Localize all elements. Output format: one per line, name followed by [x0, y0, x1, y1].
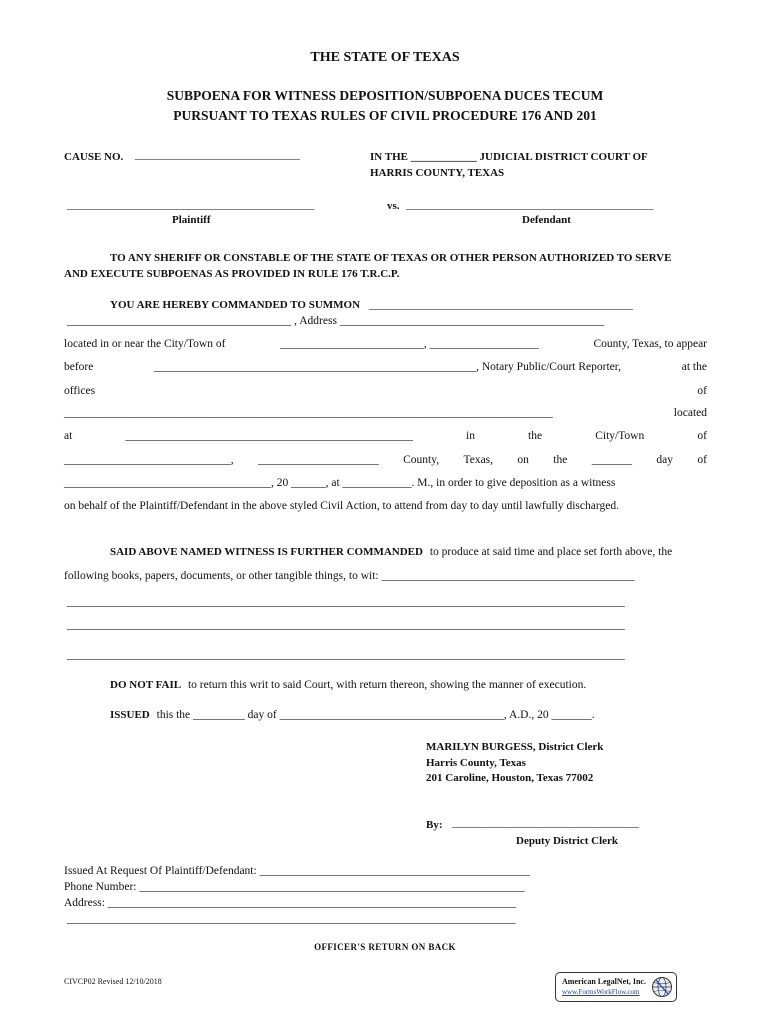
cause-number-field[interactable]: ______________________________ [135, 149, 300, 161]
offices-of: of [697, 385, 707, 397]
witness-name-field[interactable]: ________________________________________________ [368, 299, 633, 311]
offices-field[interactable]: _____________________________________________________________________________________ [64, 407, 553, 419]
duces-lead: SAID ABOVE NAMED WITNESS IS FURTHER COMMANDED [110, 546, 423, 558]
county-text: County, [403, 454, 440, 466]
officer-address-line-1: TO ANY SHERIFF OR CONSTABLE OF THE STATE OF TEXAS OR OTHER PERSON AUTHORIZED TO SERVE [110, 252, 672, 264]
form-id: CIVCP02 Revised 12/10/2018 [64, 977, 162, 986]
globe-icon [651, 976, 673, 998]
city-line [64, 338, 707, 350]
summon-line [110, 299, 633, 311]
do-not-fail-rest: to return this writ to said Court, with return thereon, showing the manner of execution. [187, 679, 587, 691]
documents-blank-3[interactable]: _________________________________________________________________________________________________ [67, 649, 625, 661]
defendant-label: Defendant [522, 214, 571, 226]
documents-field[interactable]: following books, papers, documents, or other tangible things, to wit: ____________________________________________ [64, 570, 635, 582]
on-text: on [517, 454, 529, 466]
duces-line [110, 546, 672, 558]
the-text-2: the [553, 454, 568, 466]
texas-text: Texas, [463, 454, 494, 466]
location-field[interactable]: __________________________________________________ [125, 430, 413, 442]
requester-field[interactable]: Issued At Request Of Plaintiff/Defendant: _______________________________________________ [64, 865, 530, 877]
county-date-line [64, 454, 707, 466]
city-town-text: City/Town [595, 430, 645, 442]
notary-field[interactable]: ________________________________________________________, Notary Public/Court Reporter, [154, 361, 621, 373]
offices-lead: offices [64, 385, 96, 397]
plaintiff-field[interactable]: _____________________________________________ [67, 199, 315, 211]
before-line [64, 361, 707, 373]
deputy-signature-field[interactable]: __________________________________ [452, 817, 639, 829]
documents-blank-1[interactable]: _________________________________________________________________________________________________ [67, 596, 625, 608]
request-address-field-2[interactable]: ______________________________________________________________________________ [67, 913, 516, 925]
clerk-name: MARILYN BURGESS, District Clerk [426, 741, 604, 753]
documents-blank-2[interactable]: _________________________________________________________________________________________________ [67, 619, 625, 631]
plaintiff-label: Plaintiff [172, 214, 211, 226]
versus-label: vs. [387, 200, 400, 212]
clerk-address: 201 Caroline, Houston, Texas 77002 [426, 772, 594, 784]
logo-url-link[interactable]: www.FormsWorkFlow.com [562, 988, 640, 996]
behalf-text: on behalf of the Plaintiff/Defendant in the above styled Civil Action, to attend from day to day until lawfully discharged. [64, 500, 619, 512]
court-line-1[interactable]: IN THE ____________ JUDICIAL DISTRICT COURT OF [370, 151, 648, 163]
located-line [64, 407, 707, 419]
logo-company-name: American LegalNet, Inc. [562, 977, 646, 986]
issued-lead: ISSUED [110, 709, 150, 721]
of-text-2: of [697, 454, 707, 466]
issued-date-field[interactable]: this the _________ day of _______________________________________, A.D., 20 _______. [156, 709, 595, 721]
title-line-2: PURSUANT TO TEXAS RULES OF CIVIL PROCEDURE 176 AND 201 [173, 108, 597, 123]
city-county-field[interactable]: _________________________, ___________________ [280, 338, 539, 350]
clerk-county: Harris County, Texas [426, 757, 526, 769]
appear-text: County, Texas, to appear [593, 338, 707, 350]
defendant-field[interactable]: _____________________________________________ [406, 199, 654, 211]
duces-rest: to produce at said time and place set forth above, the [429, 546, 673, 558]
american-legalnet-logo [555, 972, 677, 1002]
officer-address-line-2: AND EXECUTE SUBPOENAS AS PROVIDED IN RULE 176 T.R.C.P. [64, 268, 400, 280]
of-text: of [697, 430, 707, 442]
month-time-field[interactable]: ____________________________________, 20 ______, at ____________. M., in order to give deposition as a witness [64, 477, 616, 489]
at-text: at [64, 430, 73, 442]
city-lead: located in or near the City/Town of [64, 338, 226, 350]
witness-address-field[interactable]: _______________________________________ , Address ______________________________________________ [67, 315, 605, 327]
deputy-label: Deputy District Clerk [516, 835, 619, 847]
court-line-2: HARRIS COUNTY, TEXAS [370, 167, 505, 179]
request-address-field[interactable]: Address: _______________________________________________________________________ [64, 897, 517, 909]
phone-field[interactable]: Phone Number: ___________________________________________________________________ [64, 881, 525, 893]
by-label: By: [426, 819, 443, 831]
offices-line [64, 385, 707, 397]
the-text: the [528, 430, 543, 442]
do-not-fail-lead: DO NOT FAIL [110, 679, 182, 691]
do-not-fail-line [110, 679, 586, 691]
day-field[interactable]: _______ [591, 454, 632, 466]
officers-return-note: OFFICER'S RETURN ON BACK [314, 942, 456, 952]
at-the-text: at the [681, 361, 707, 373]
before-lead: before [64, 361, 94, 373]
cause-label: CAUSE NO. [64, 151, 124, 163]
city-field[interactable]: _____________________________, [64, 454, 234, 466]
title-line-1: SUBPOENA FOR WITNESS DEPOSITION/SUBPOENA DUCES TECUM [166, 88, 604, 103]
in-text: in [466, 430, 475, 442]
located-text: located [673, 407, 707, 419]
state-heading: THE STATE OF TEXAS [310, 50, 460, 65]
day-text: day [656, 454, 673, 466]
issued-line [110, 709, 595, 721]
summon-lead: YOU ARE HEREBY COMMANDED TO SUMMON [110, 299, 361, 311]
county-field[interactable]: _____________________ [258, 454, 379, 466]
at-city-line [64, 430, 707, 442]
